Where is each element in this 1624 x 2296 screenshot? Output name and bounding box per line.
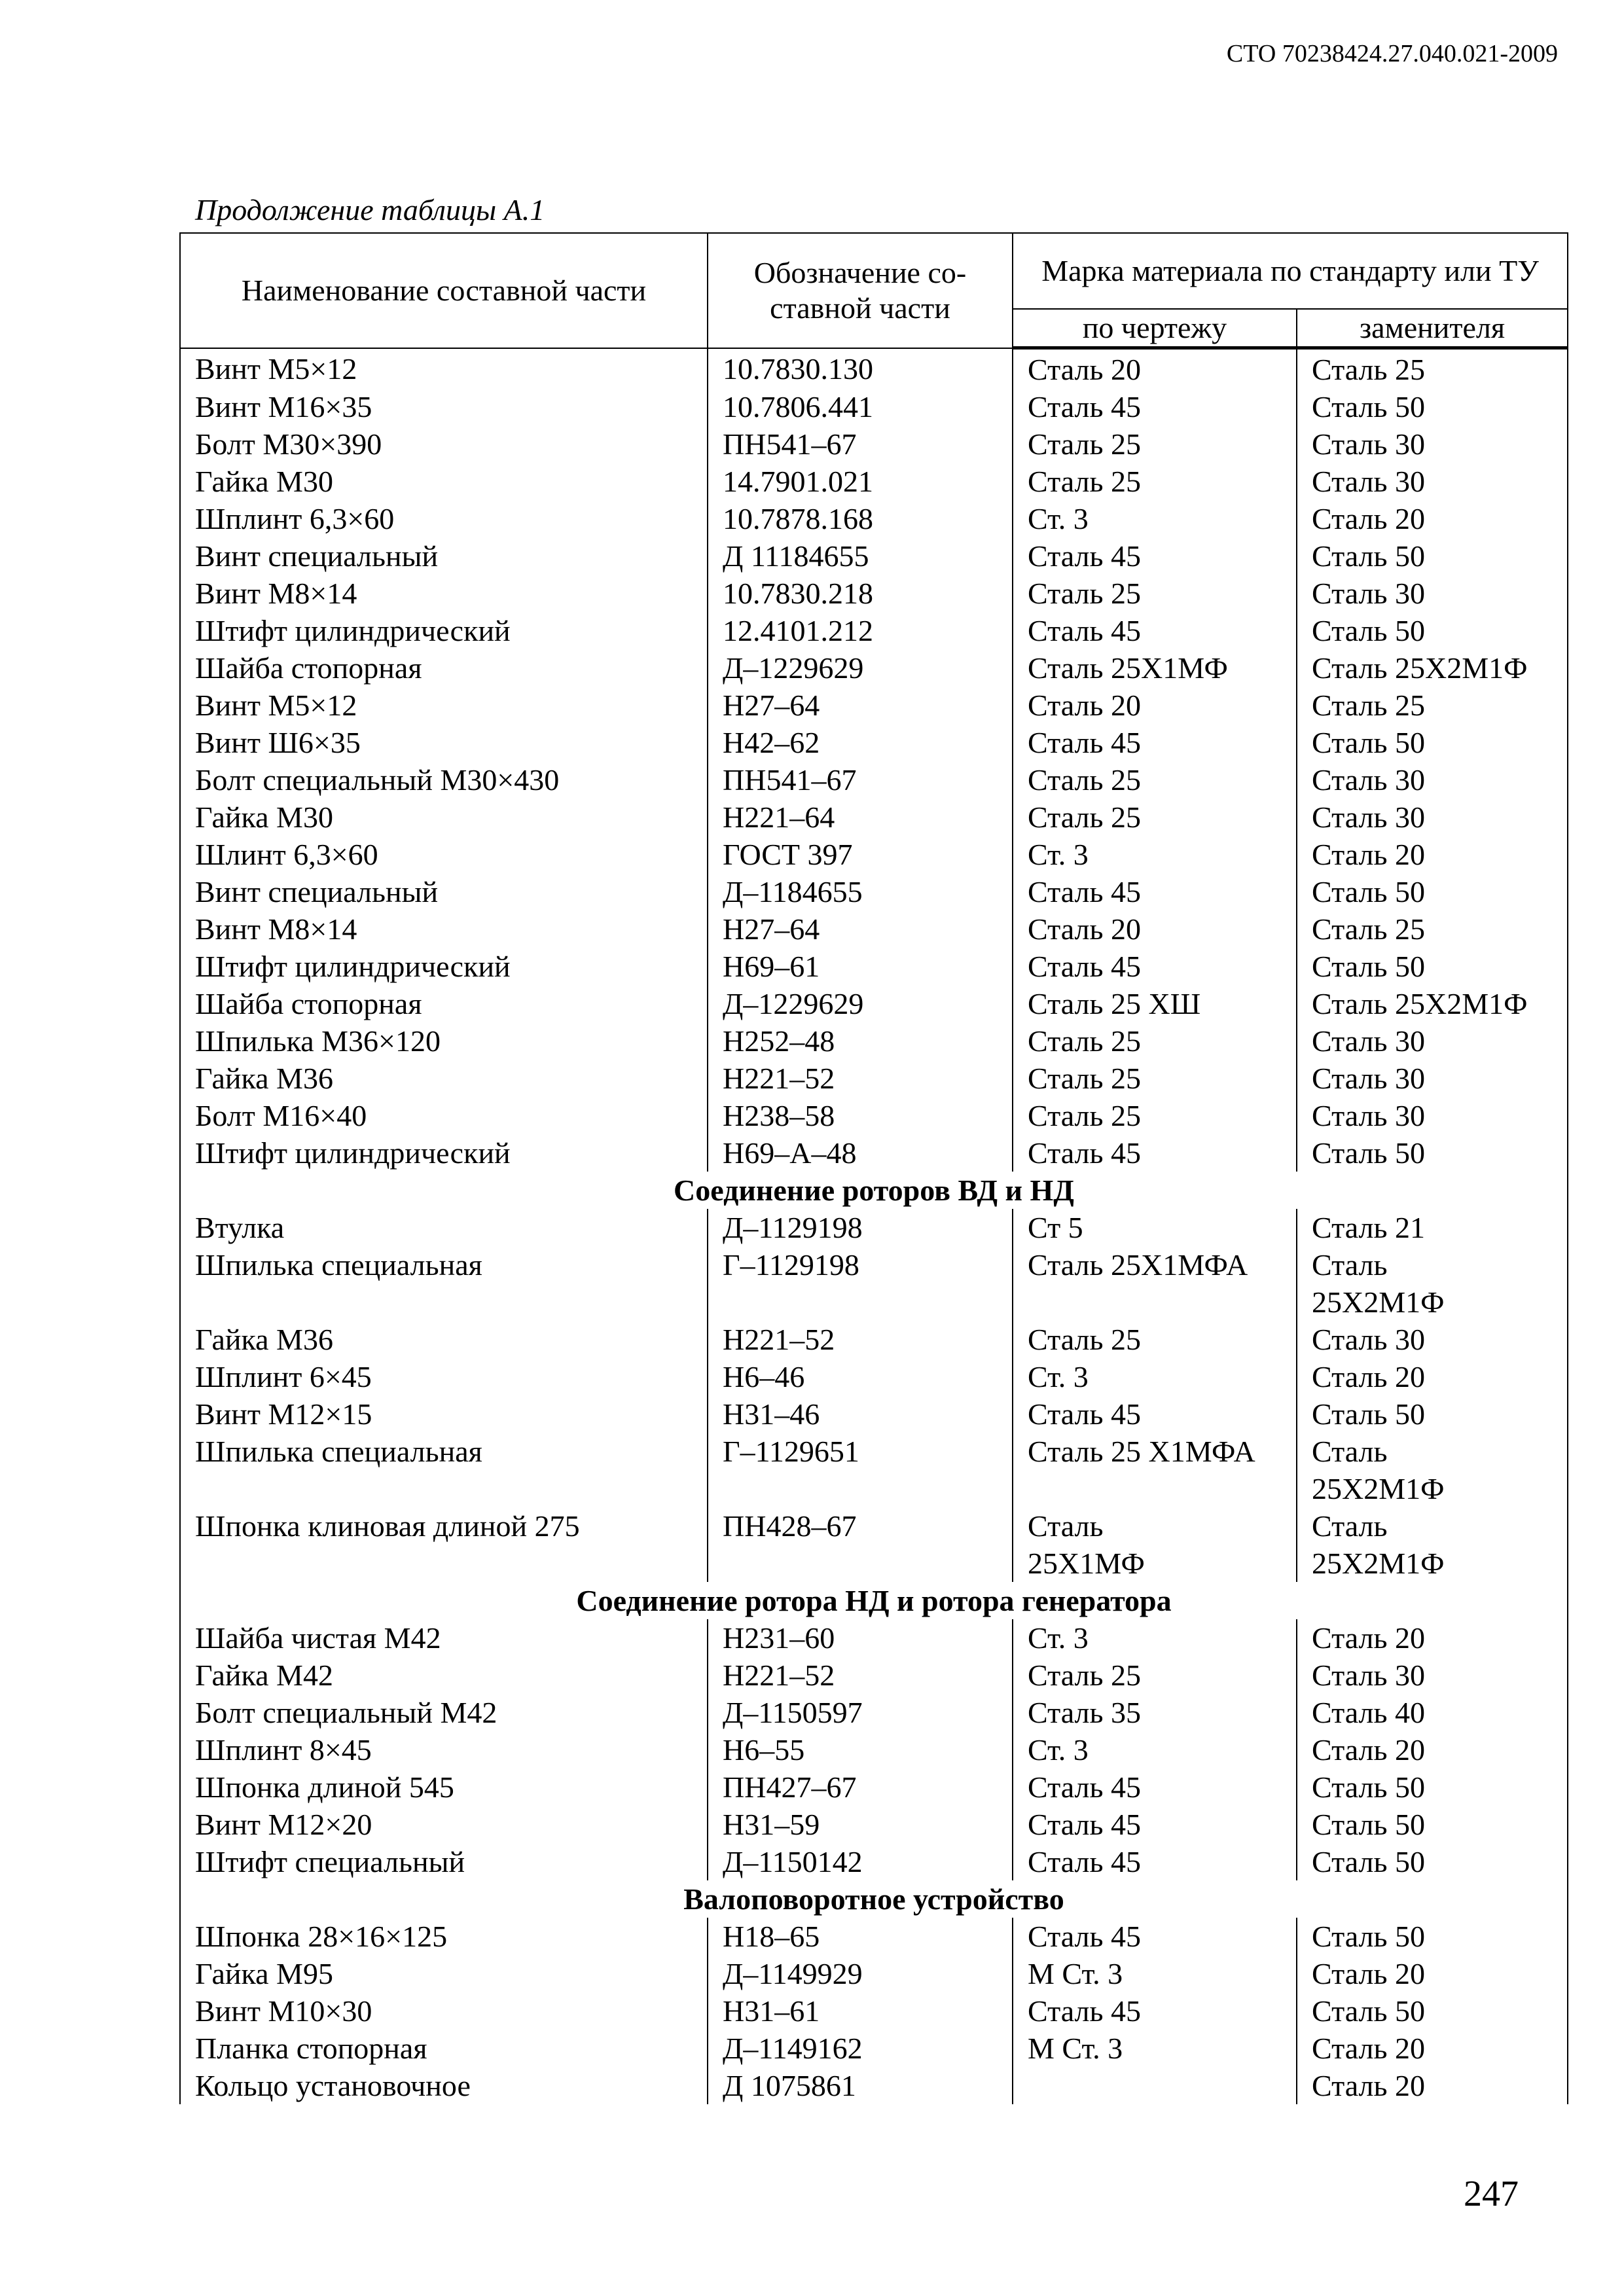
table-row [180, 463, 1568, 500]
cell-material-substitute: Сталь 50 [1297, 1992, 1568, 2030]
table-row [180, 873, 1568, 910]
cell-material-substitute: Сталь 30 [1297, 1657, 1568, 1694]
table-row [180, 1246, 1568, 1283]
cell-material-substitute: Сталь 25Х2М1Ф [1297, 985, 1568, 1022]
section-title: Соединение роторов ВД и НД [180, 1172, 1568, 1209]
cell-material-substitute: Сталь 50 [1297, 1768, 1568, 1806]
cell-material-drawing: Сталь 45 [1013, 537, 1297, 575]
column-header-by-drawing: по чертежу [1013, 309, 1297, 348]
cell-name: Шплинт 8×45 [180, 1731, 708, 1768]
cell-material-drawing: Сталь 45 [1013, 1395, 1297, 1433]
cell-designation: Д–1149162 [708, 2030, 1013, 2067]
cell-material-drawing: Сталь 45 [1013, 948, 1297, 985]
table-row [180, 1022, 1568, 1060]
cell-material-substitute: Сталь 25 [1297, 348, 1568, 389]
cell-material-substitute: Сталь 50 [1297, 1843, 1568, 1880]
table-row [180, 1843, 1568, 1880]
table-row [180, 649, 1568, 687]
cell-designation: ПН428–67 [708, 1507, 1013, 1545]
cell-name: Винт М12×15 [180, 1395, 708, 1433]
cell-name: Шлинт 6,3×60 [180, 836, 708, 873]
cell-name: Шпилька специальная [180, 1246, 708, 1283]
table-row [180, 687, 1568, 724]
cell-name: Болт М16×40 [180, 1097, 708, 1134]
table-row [180, 612, 1568, 649]
cell-name [180, 1545, 708, 1582]
cell-material-substitute: Сталь 30 [1297, 1022, 1568, 1060]
table-row [180, 948, 1568, 985]
cell-material-drawing: Сталь 25 [1013, 798, 1297, 836]
cell-material-substitute: Сталь [1297, 1433, 1568, 1470]
cell-material-substitute: Сталь 20 [1297, 836, 1568, 873]
cell-material-substitute: Сталь 20 [1297, 500, 1568, 537]
cell-designation [708, 1283, 1013, 1321]
cell-material-drawing: Ст. 3 [1013, 1619, 1297, 1657]
cell-material-substitute: Сталь 50 [1297, 1395, 1568, 1433]
table-row [180, 425, 1568, 463]
cell-material-substitute: Сталь 50 [1297, 873, 1568, 910]
cell-material-drawing: М Ст. 3 [1013, 2030, 1297, 2067]
cell-name: Винт Ш6×35 [180, 724, 708, 761]
cell-material-drawing: Сталь 45 [1013, 1134, 1297, 1172]
cell-designation: Н252–48 [708, 1022, 1013, 1060]
cell-material-substitute: Сталь 50 [1297, 1806, 1568, 1843]
cell-material-substitute: Сталь 50 [1297, 388, 1568, 425]
cell-material-substitute: Сталь 20 [1297, 1358, 1568, 1395]
table-row [180, 388, 1568, 425]
table-row [180, 761, 1568, 798]
cell-name: Шплинт 6×45 [180, 1358, 708, 1395]
cell-material-drawing: Сталь 45 [1013, 1768, 1297, 1806]
cell-material-drawing: Сталь 25 [1013, 1321, 1297, 1358]
cell-material-substitute: Сталь [1297, 1246, 1568, 1283]
cell-material-substitute: Сталь 50 [1297, 948, 1568, 985]
cell-material-drawing: Ст. 3 [1013, 836, 1297, 873]
cell-material-substitute: Сталь 20 [1297, 2030, 1568, 2067]
cell-name: Болт специальный М42 [180, 1694, 708, 1731]
cell-name: Винт М5×12 [180, 348, 708, 389]
cell-designation: Н6–55 [708, 1731, 1013, 1768]
table-row [180, 985, 1568, 1022]
cell-name: Гайка М36 [180, 1321, 708, 1358]
cell-designation [708, 1470, 1013, 1507]
cell-material-drawing: Сталь 20 [1013, 687, 1297, 724]
cell-name [180, 1283, 708, 1321]
cell-designation: Н42–62 [708, 724, 1013, 761]
cell-name: Шпонка 28×16×125 [180, 1918, 708, 1955]
column-header-substitute: заменителя [1297, 309, 1568, 348]
cell-designation: Д–1229629 [708, 985, 1013, 1022]
cell-material-drawing: Сталь 35 [1013, 1694, 1297, 1731]
cell-material-substitute: Сталь 20 [1297, 1619, 1568, 1657]
cell-material-substitute: Сталь 21 [1297, 1209, 1568, 1246]
cell-name: Винт специальный [180, 537, 708, 575]
cell-designation: Н31–46 [708, 1395, 1013, 1433]
cell-material-drawing [1013, 2067, 1297, 2104]
cell-name: Втулка [180, 1209, 708, 1246]
cell-material-substitute: 25Х2М1Ф [1297, 1545, 1568, 1582]
cell-material-drawing: Сталь 45 [1013, 873, 1297, 910]
table-row [180, 1209, 1568, 1246]
cell-name: Гайка М95 [180, 1955, 708, 1992]
cell-designation: Д–1184655 [708, 873, 1013, 910]
section-header-row [180, 1880, 1568, 1918]
cell-designation: Д 11184655 [708, 537, 1013, 575]
cell-designation: Н231–60 [708, 1619, 1013, 1657]
cell-name: Штифт специальный [180, 1843, 708, 1880]
cell-name: Гайка М30 [180, 463, 708, 500]
cell-designation: ГОСТ 397 [708, 836, 1013, 873]
cell-material-drawing: Сталь 25 [1013, 575, 1297, 612]
column-header-material: Марка материала по стандарту или ТУ [1013, 233, 1568, 309]
cell-material-drawing: Сталь 25 [1013, 761, 1297, 798]
cell-designation: Н6–46 [708, 1358, 1013, 1395]
cell-designation: 10.7830.218 [708, 575, 1013, 612]
cell-name: Винт М16×35 [180, 388, 708, 425]
cell-name: Кольцо установочное [180, 2067, 708, 2104]
cell-name: Шайба стопорная [180, 649, 708, 687]
section-header-row [180, 1172, 1568, 1209]
cell-name: Штифт цилиндрический [180, 612, 708, 649]
table-row [180, 910, 1568, 948]
cell-material-substitute: Сталь 30 [1297, 1097, 1568, 1134]
cell-material-drawing: Сталь 45 [1013, 724, 1297, 761]
cell-designation: ПН541–67 [708, 425, 1013, 463]
cell-material-drawing: Сталь 45 [1013, 388, 1297, 425]
cell-designation: Д–1129198 [708, 1209, 1013, 1246]
column-header-name: Наименование составной части [180, 233, 708, 348]
cell-material-substitute: Сталь 25Х2М1Ф [1297, 649, 1568, 687]
cell-material-substitute: 25Х2М1Ф [1297, 1470, 1568, 1507]
cell-material-drawing: Сталь 45 [1013, 1806, 1297, 1843]
table-row [180, 1694, 1568, 1731]
table-row [180, 348, 1568, 389]
cell-material-substitute: Сталь 50 [1297, 612, 1568, 649]
cell-material-substitute: Сталь 20 [1297, 2067, 1568, 2104]
cell-material-substitute: Сталь 30 [1297, 1321, 1568, 1358]
cell-material-drawing: Сталь 25 Х1МФА [1013, 1433, 1297, 1470]
table-row [180, 1992, 1568, 2030]
cell-designation: Н221–52 [708, 1060, 1013, 1097]
table-row [180, 500, 1568, 537]
table-row [180, 575, 1568, 612]
table-row [180, 1731, 1568, 1768]
cell-designation: Н221–52 [708, 1321, 1013, 1358]
cell-name: Шайба стопорная [180, 985, 708, 1022]
cell-name: Штифт цилиндрический [180, 1134, 708, 1172]
cell-designation: Д–1150597 [708, 1694, 1013, 1731]
cell-material-substitute: Сталь 30 [1297, 575, 1568, 612]
cell-material-drawing: Сталь 45 [1013, 1843, 1297, 1880]
cell-designation: Н221–64 [708, 798, 1013, 836]
cell-designation: Н31–59 [708, 1806, 1013, 1843]
table-row [180, 1358, 1568, 1395]
cell-material-substitute: Сталь 30 [1297, 1060, 1568, 1097]
cell-designation: Д–1150142 [708, 1843, 1013, 1880]
cell-name: Винт М8×14 [180, 575, 708, 612]
table-row [180, 1918, 1568, 1955]
table-row [180, 1507, 1568, 1545]
table-row [180, 724, 1568, 761]
cell-material-drawing: 25Х1МФ [1013, 1545, 1297, 1582]
cell-material-drawing [1013, 1283, 1297, 1321]
cell-material-drawing: Ст. 3 [1013, 1731, 1297, 1768]
cell-name: Винт специальный [180, 873, 708, 910]
cell-material-substitute: Сталь 50 [1297, 1918, 1568, 1955]
table-row [180, 1545, 1568, 1582]
cell-name: Винт М5×12 [180, 687, 708, 724]
cell-name [180, 1470, 708, 1507]
cell-material-substitute: 25Х2М1Ф [1297, 1283, 1568, 1321]
section-title: Валоповоротное устройство [180, 1880, 1568, 1918]
table-row [180, 2030, 1568, 2067]
cell-material-drawing: Сталь 20 [1013, 348, 1297, 389]
table-row [180, 1060, 1568, 1097]
cell-material-drawing: Сталь 45 [1013, 1918, 1297, 1955]
cell-material-drawing: Сталь 20 [1013, 910, 1297, 948]
cell-name: Шпилька специальная [180, 1433, 708, 1470]
cell-name: Винт М10×30 [180, 1992, 708, 2030]
cell-material-drawing: Сталь 25Х1МФА [1013, 1246, 1297, 1283]
cell-designation: Д–1229629 [708, 649, 1013, 687]
table-row [180, 836, 1568, 873]
table-caption: Продолжение таблицы А.1 [195, 193, 545, 226]
cell-material-drawing: М Ст. 3 [1013, 1955, 1297, 1992]
section-title: Соединение ротора НД и ротора генератора [180, 1582, 1568, 1619]
cell-material-drawing: Ст. 3 [1013, 500, 1297, 537]
table-row [180, 1283, 1568, 1321]
cell-designation: 10.7878.168 [708, 500, 1013, 537]
cell-material-drawing: Сталь 25Х1МФ [1013, 649, 1297, 687]
cell-material-drawing: Сталь 45 [1013, 612, 1297, 649]
cell-material-substitute: Сталь 20 [1297, 1955, 1568, 1992]
table-row [180, 1806, 1568, 1843]
cell-designation: 10.7806.441 [708, 388, 1013, 425]
cell-designation: Н221–52 [708, 1657, 1013, 1694]
cell-designation: 14.7901.021 [708, 463, 1013, 500]
cell-name: Штифт цилиндрический [180, 948, 708, 985]
cell-material-drawing: Сталь 25 [1013, 425, 1297, 463]
cell-designation: Н18–65 [708, 1918, 1013, 1955]
cell-material-substitute: Сталь [1297, 1507, 1568, 1545]
cell-designation: Н31–61 [708, 1992, 1013, 2030]
table-row [180, 537, 1568, 575]
table-body [180, 348, 1568, 2105]
cell-designation: Г–1129198 [708, 1246, 1013, 1283]
cell-designation [708, 1545, 1013, 1582]
cell-designation: Н27–64 [708, 910, 1013, 948]
cell-name: Шпонка длиной 545 [180, 1768, 708, 1806]
cell-material-drawing: Сталь 25 ХШ [1013, 985, 1297, 1022]
cell-material-substitute: Сталь 50 [1297, 537, 1568, 575]
section-header-row [180, 1582, 1568, 1619]
cell-material-substitute: Сталь 30 [1297, 761, 1568, 798]
cell-name: Шпонка клиновая длиной 275 [180, 1507, 708, 1545]
table-row [180, 1619, 1568, 1657]
table-row [180, 1657, 1568, 1694]
table-row [180, 1134, 1568, 1172]
cell-material-substitute: Сталь 50 [1297, 724, 1568, 761]
cell-material-drawing: Ст 5 [1013, 1209, 1297, 1246]
cell-material-substitute: Сталь 25 [1297, 687, 1568, 724]
materials-table [179, 232, 1568, 2104]
cell-name: Шплинт 6,3×60 [180, 500, 708, 537]
cell-name: Шпилька М36×120 [180, 1022, 708, 1060]
cell-designation: ПН427–67 [708, 1768, 1013, 1806]
cell-name: Шайба чистая М42 [180, 1619, 708, 1657]
cell-designation: ПН541–67 [708, 761, 1013, 798]
cell-material-drawing: Сталь [1013, 1507, 1297, 1545]
cell-name: Винт М8×14 [180, 910, 708, 948]
table-row [180, 2067, 1568, 2104]
table-row [180, 1433, 1568, 1470]
cell-material-drawing: Сталь 25 [1013, 1022, 1297, 1060]
cell-designation: 10.7830.130 [708, 348, 1013, 389]
cell-material-drawing [1013, 1470, 1297, 1507]
cell-designation: Н69–А–48 [708, 1134, 1013, 1172]
cell-designation: Н27–64 [708, 687, 1013, 724]
cell-designation: Д 1075861 [708, 2067, 1013, 2104]
cell-material-substitute: Сталь 20 [1297, 1731, 1568, 1768]
table-row [180, 798, 1568, 836]
cell-name: Болт специальный М30×430 [180, 761, 708, 798]
cell-material-drawing: Сталь 45 [1013, 1992, 1297, 2030]
cell-material-drawing: Ст. 3 [1013, 1358, 1297, 1395]
cell-name: Винт М12×20 [180, 1806, 708, 1843]
cell-material-drawing: Сталь 25 [1013, 1657, 1297, 1694]
cell-material-substitute: Сталь 50 [1297, 1134, 1568, 1172]
cell-name: Гайка М36 [180, 1060, 708, 1097]
cell-material-drawing: Сталь 25 [1013, 463, 1297, 500]
cell-material-substitute: Сталь 40 [1297, 1694, 1568, 1731]
cell-name: Болт М30×390 [180, 425, 708, 463]
cell-name: Гайка М42 [180, 1657, 708, 1694]
page-number: 247 [1464, 2174, 1519, 2214]
cell-material-drawing: Сталь 25 [1013, 1060, 1297, 1097]
cell-material-drawing: Сталь 25 [1013, 1097, 1297, 1134]
cell-designation: Г–1129651 [708, 1433, 1013, 1470]
table-row [180, 1395, 1568, 1433]
cell-designation: Д–1149929 [708, 1955, 1013, 1992]
cell-designation: Н69–61 [708, 948, 1013, 985]
cell-material-substitute: Сталь 30 [1297, 463, 1568, 500]
cell-material-substitute: Сталь 30 [1297, 798, 1568, 836]
cell-name: Гайка М30 [180, 798, 708, 836]
table-row [180, 1768, 1568, 1806]
cell-material-substitute: Сталь 25 [1297, 910, 1568, 948]
cell-designation: 12.4101.212 [708, 612, 1013, 649]
cell-name: Планка стопорная [180, 2030, 708, 2067]
cell-designation: Н238–58 [708, 1097, 1013, 1134]
table-row [180, 1097, 1568, 1134]
table-row [180, 1470, 1568, 1507]
cell-material-substitute: Сталь 30 [1297, 425, 1568, 463]
document-code: СТО 70238424.27.040.021-2009 [1226, 40, 1558, 67]
table-row [180, 1321, 1568, 1358]
column-header-designation: Обозначение со-ставной части [708, 233, 1013, 348]
table-row [180, 1955, 1568, 1992]
